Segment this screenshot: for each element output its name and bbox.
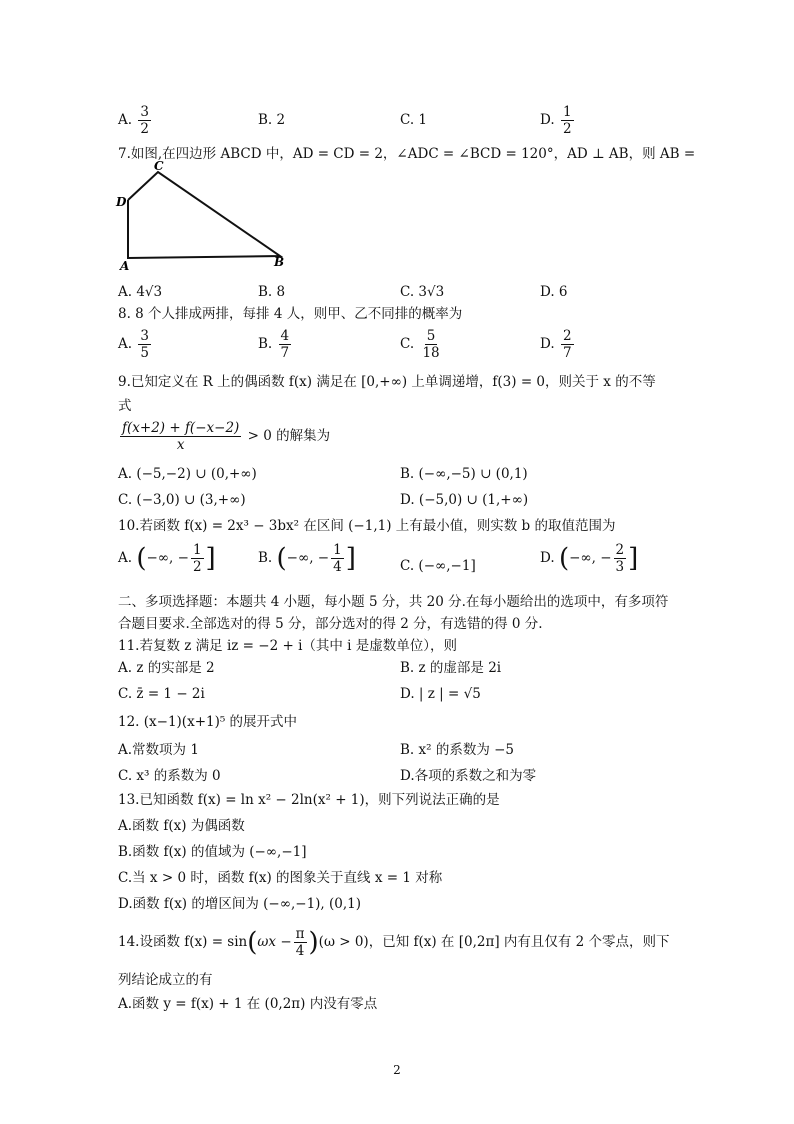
- q9-option-c: C. (−3,0) ∪ (3,+∞): [118, 492, 246, 508]
- q6-option-a: A. $\frac{3}{2}$: [118, 104, 149, 137]
- q6-option-c: C. 1: [400, 112, 428, 128]
- q7-label-c: C: [154, 160, 164, 173]
- q9-stem-line1: 9.已知定义在 R 上的偶函数 f(x) 满足在 [0,+∞) 上单调递增，f(3) = 0，则关于 x 的不等: [118, 374, 656, 390]
- q11-option-a: A. z 的实部是 2: [118, 660, 215, 676]
- q7-label-b: B: [274, 255, 285, 269]
- q12-stem: 12. (x−1)(x+1)⁵ 的展开式中: [118, 714, 298, 730]
- section2-heading-line2: 合题目要求.全部选对的得 5 分，部分选对的得 2 分，有选错的得 0 分.: [118, 616, 543, 632]
- q11-option-d: D. | z | = √5: [400, 686, 481, 702]
- q8-stem: 8. 8 个人排成两排，每排 4 人，则甲、乙不同排的概率为: [118, 306, 463, 322]
- q11-option-c: C. z̄ = 1 − 2i: [118, 686, 205, 702]
- q12-option-b: B. x² 的系数为 −5: [400, 742, 515, 758]
- q10-option-c: C. (−∞,−1]: [400, 558, 476, 574]
- q10-stem: 10.若函数 f(x) = 2x³ − 3bx² 在区间 (−1,1) 上有最小值，则实数 b 的取值范围为: [118, 518, 616, 534]
- q7-option-a: A. 4√3: [118, 284, 163, 300]
- q8-option-a: A. $\frac{3}{5}$: [118, 328, 149, 361]
- q10-option-a: A. (−∞, − $\frac{1}{2}$ ]: [118, 542, 216, 575]
- q14-stem: 14.设函数 f(x) = sin(ωx − $\frac{\pi}{4}$ )(ω > 0)，已知 f(x) 在 [0,2π] 内有且仅有 2 个零点，则下: [118, 926, 670, 959]
- q12-option-d: D.各项的系数之和为零: [400, 768, 537, 784]
- q9-option-b: B. (−∞,−5) ∪ (0,1): [400, 466, 528, 482]
- page-number: 2: [393, 1063, 401, 1077]
- q6-option-d: D. $\frac{1}{2}$: [540, 104, 572, 137]
- q8-option-b: B. $\frac{4}{7}$: [258, 328, 290, 361]
- q9-option-d: D. (−5,0) ∪ (1,+∞): [400, 492, 529, 508]
- q12-option-a: A.常数项为 1: [118, 742, 199, 758]
- q13-option-a: A.函数 f(x) 为偶函数: [118, 818, 245, 834]
- q13-option-c: C.当 x > 0 时，函数 f(x) 的图象关于直线 x = 1 对称: [118, 870, 443, 886]
- q7-option-d: D. 6: [540, 284, 568, 300]
- q13-stem: 13.已知函数 f(x) = ln x² − 2ln(x² + 1)，则下列说法正确的是: [118, 792, 500, 808]
- q7-option-c: C. 3√3: [400, 284, 445, 300]
- q10-option-d: D. (−∞, − $\frac{2}{3}$ ]: [540, 542, 639, 575]
- q9-option-a: A. (−5,−2) ∪ (0,+∞): [118, 466, 257, 482]
- q11-option-b: B. z 的虚部是 2i: [400, 660, 502, 676]
- q7-label-d: D: [116, 195, 127, 209]
- q8-option-c: C. $\frac{5}{18}$: [400, 328, 440, 361]
- q7-option-b: B. 8: [258, 284, 286, 300]
- q11-stem: 11.若复数 z 满足 iz = −2 + i（其中 i 是虚数单位），则: [118, 638, 458, 654]
- q10-option-b: B. (−∞, − $\frac{1}{4}$ ]: [258, 542, 356, 575]
- q9-inequality: $\frac{f(x+2) + f(-x-2)}{x}$ > 0 的解集为: [122, 420, 331, 453]
- q12-option-c: C. x³ 的系数为 0: [118, 768, 221, 784]
- q8-option-d: D. $\frac{2}{7}$: [540, 328, 572, 361]
- q14-option-a: A.函数 y = f(x) + 1 在 (0,2π) 内没有零点: [118, 996, 378, 1012]
- section2-heading-line1: 二、多项选择题：本题共 4 小题，每小题 5 分，共 20 分.在每小题给出的选项中，有多项符: [118, 594, 669, 610]
- q7-stem: 7.如图,在四边形 ABCD 中，AD = CD = 2，∠ADC = ∠BCD = 120°，AD ⊥ AB，则 AB =: [118, 146, 696, 162]
- q9-stem-line2: 式: [118, 398, 132, 414]
- q7-label-a: A: [120, 259, 130, 273]
- q14-stem-line2: 列结论成立的有: [118, 972, 213, 988]
- q13-option-d: D.函数 f(x) 的增区间为 (−∞,−1), (0,1): [118, 896, 362, 912]
- q13-option-b: B.函数 f(x) 的值域为 (−∞,−1]: [118, 844, 307, 860]
- q7-quadrilateral-figure: [114, 160, 294, 280]
- q6-option-b: B. 2: [258, 112, 286, 128]
